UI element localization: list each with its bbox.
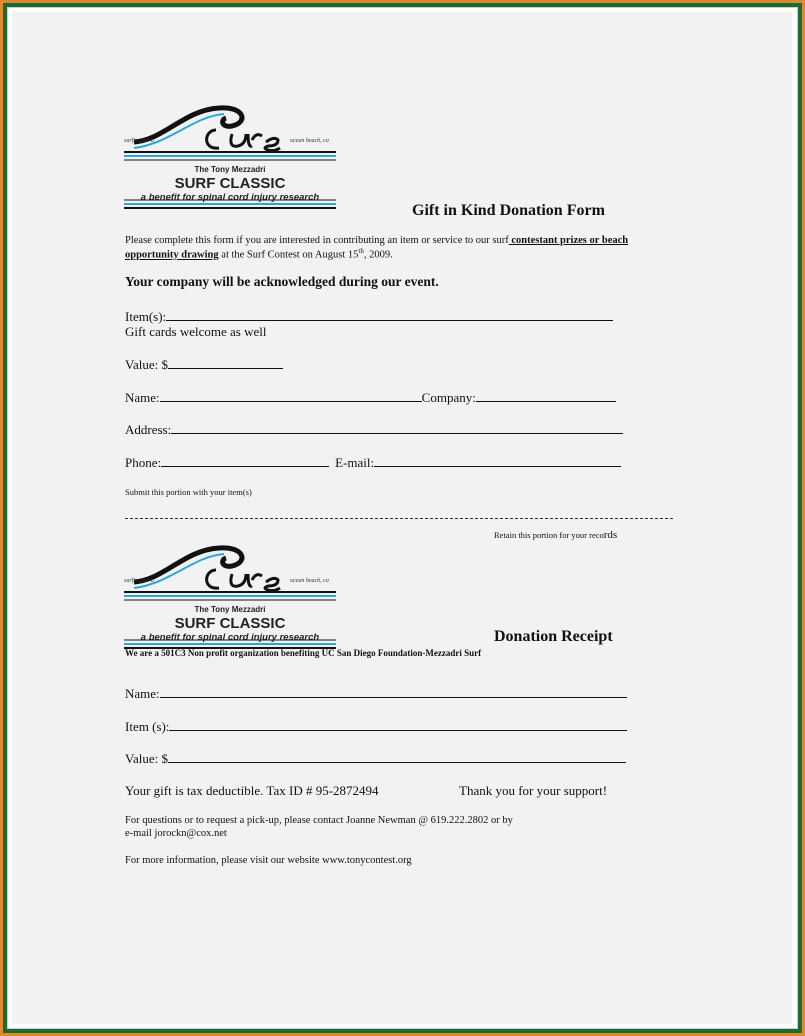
name-field[interactable]	[160, 389, 422, 402]
receipt-name-label: Name:	[125, 686, 160, 701]
value-label: Value: $	[125, 357, 168, 372]
intro-text-2: at the Surf Contest on August 15	[218, 249, 359, 261]
nonprofit-statement: We are a 501C3 Non profit organization benefiting UC San Diego Foundation-Mezzadri Surf	[125, 648, 482, 658]
document-page	[12, 12, 792, 1024]
intro-line-1	[125, 235, 628, 246]
email-label: E-mail:	[335, 455, 375, 470]
gift-cards-note: Gift cards welcome as well	[125, 324, 267, 339]
items-row	[125, 308, 613, 325]
logo-tony-mezzadri: The Tony Mezzadri	[194, 165, 266, 174]
receipt-name-row	[125, 685, 627, 702]
more-info: For more information, please visit our website www.tonycontest.org	[125, 855, 412, 866]
cut-line	[125, 518, 673, 519]
receipt-items-field[interactable]	[169, 718, 627, 731]
intro-text-1: Please complete this form if you are interested in contributing an item or service to our surf	[125, 235, 509, 246]
intro-line-2	[125, 247, 393, 261]
name-label: Name:	[125, 390, 160, 405]
address-row	[125, 421, 623, 438]
receipt-value-row	[125, 750, 626, 767]
intro-sup: th	[358, 247, 364, 255]
items-label: Item(s):	[125, 309, 167, 324]
questions-line-1: For questions or to request a pick-up, please contact Joanne Newman @ 619.222.2802 or by	[125, 815, 513, 826]
items-field[interactable]	[166, 308, 613, 321]
logo-surfing-for-bottom: surfing for a	[124, 578, 155, 584]
intro-prizes: contestant prizes or beach	[508, 235, 629, 246]
phone-label: Phone:	[125, 455, 162, 470]
receipt-value-field[interactable]	[168, 750, 626, 763]
acknowledgement: Your company will be acknowledged during our event.	[125, 274, 439, 289]
questions-line-2: e-mail jorockn@cox.net	[125, 828, 227, 839]
receipt-items-row	[125, 718, 627, 735]
retain-note	[494, 529, 617, 541]
receipt-items-label: Item (s):	[125, 719, 170, 734]
email-field[interactable]	[374, 454, 621, 467]
receipt-name-field[interactable]	[160, 685, 627, 698]
tax-statement: Your gift is tax deductible. Tax ID # 95-2872494	[125, 783, 379, 798]
logo-ocean-beach: ocean beach, ca	[290, 138, 329, 144]
retain-note-end: rds	[603, 529, 618, 541]
submit-note: Submit this portion with your item(s)	[125, 487, 252, 497]
retain-note-text: Retain this portion for your reco	[494, 530, 604, 540]
value-field[interactable]	[168, 356, 283, 369]
surf-classic-logo-bottom	[124, 540, 344, 650]
thank-you: Thank you for your support!	[459, 783, 608, 798]
logo-surfing-for: surfing for a	[124, 138, 155, 144]
address-field[interactable]	[171, 421, 623, 434]
value-row	[125, 356, 283, 373]
phone-field[interactable]	[161, 454, 329, 467]
company-label: Company:	[421, 390, 476, 405]
surf-classic-logo-top	[124, 100, 344, 210]
logo-ocean-beach-bottom: ocean beach, ca	[290, 578, 329, 584]
logo-surf-classic: SURF CLASSIC	[174, 175, 286, 192]
intro-text-3: , 2009.	[363, 249, 393, 261]
company-field[interactable]	[476, 389, 616, 402]
logo-tony-mezzadri-bottom: The Tony Mezzadri	[194, 605, 266, 614]
logo-surf-classic-bottom: SURF CLASSIC	[174, 615, 286, 632]
intro-drawing: opportunity drawing	[125, 249, 219, 261]
address-label: Address:	[125, 422, 172, 437]
name-company-row	[125, 389, 616, 406]
receipt-title: Donation Receipt	[494, 628, 613, 645]
logo-benefit: a benefit for spinal cord injury research	[140, 192, 320, 203]
logo-benefit-bottom: a benefit for spinal cord injury research	[140, 632, 320, 643]
phone-email-row	[125, 454, 621, 471]
receipt-value-label: Value: $	[125, 751, 168, 766]
form-title: Gift in Kind Donation Form	[412, 202, 605, 219]
